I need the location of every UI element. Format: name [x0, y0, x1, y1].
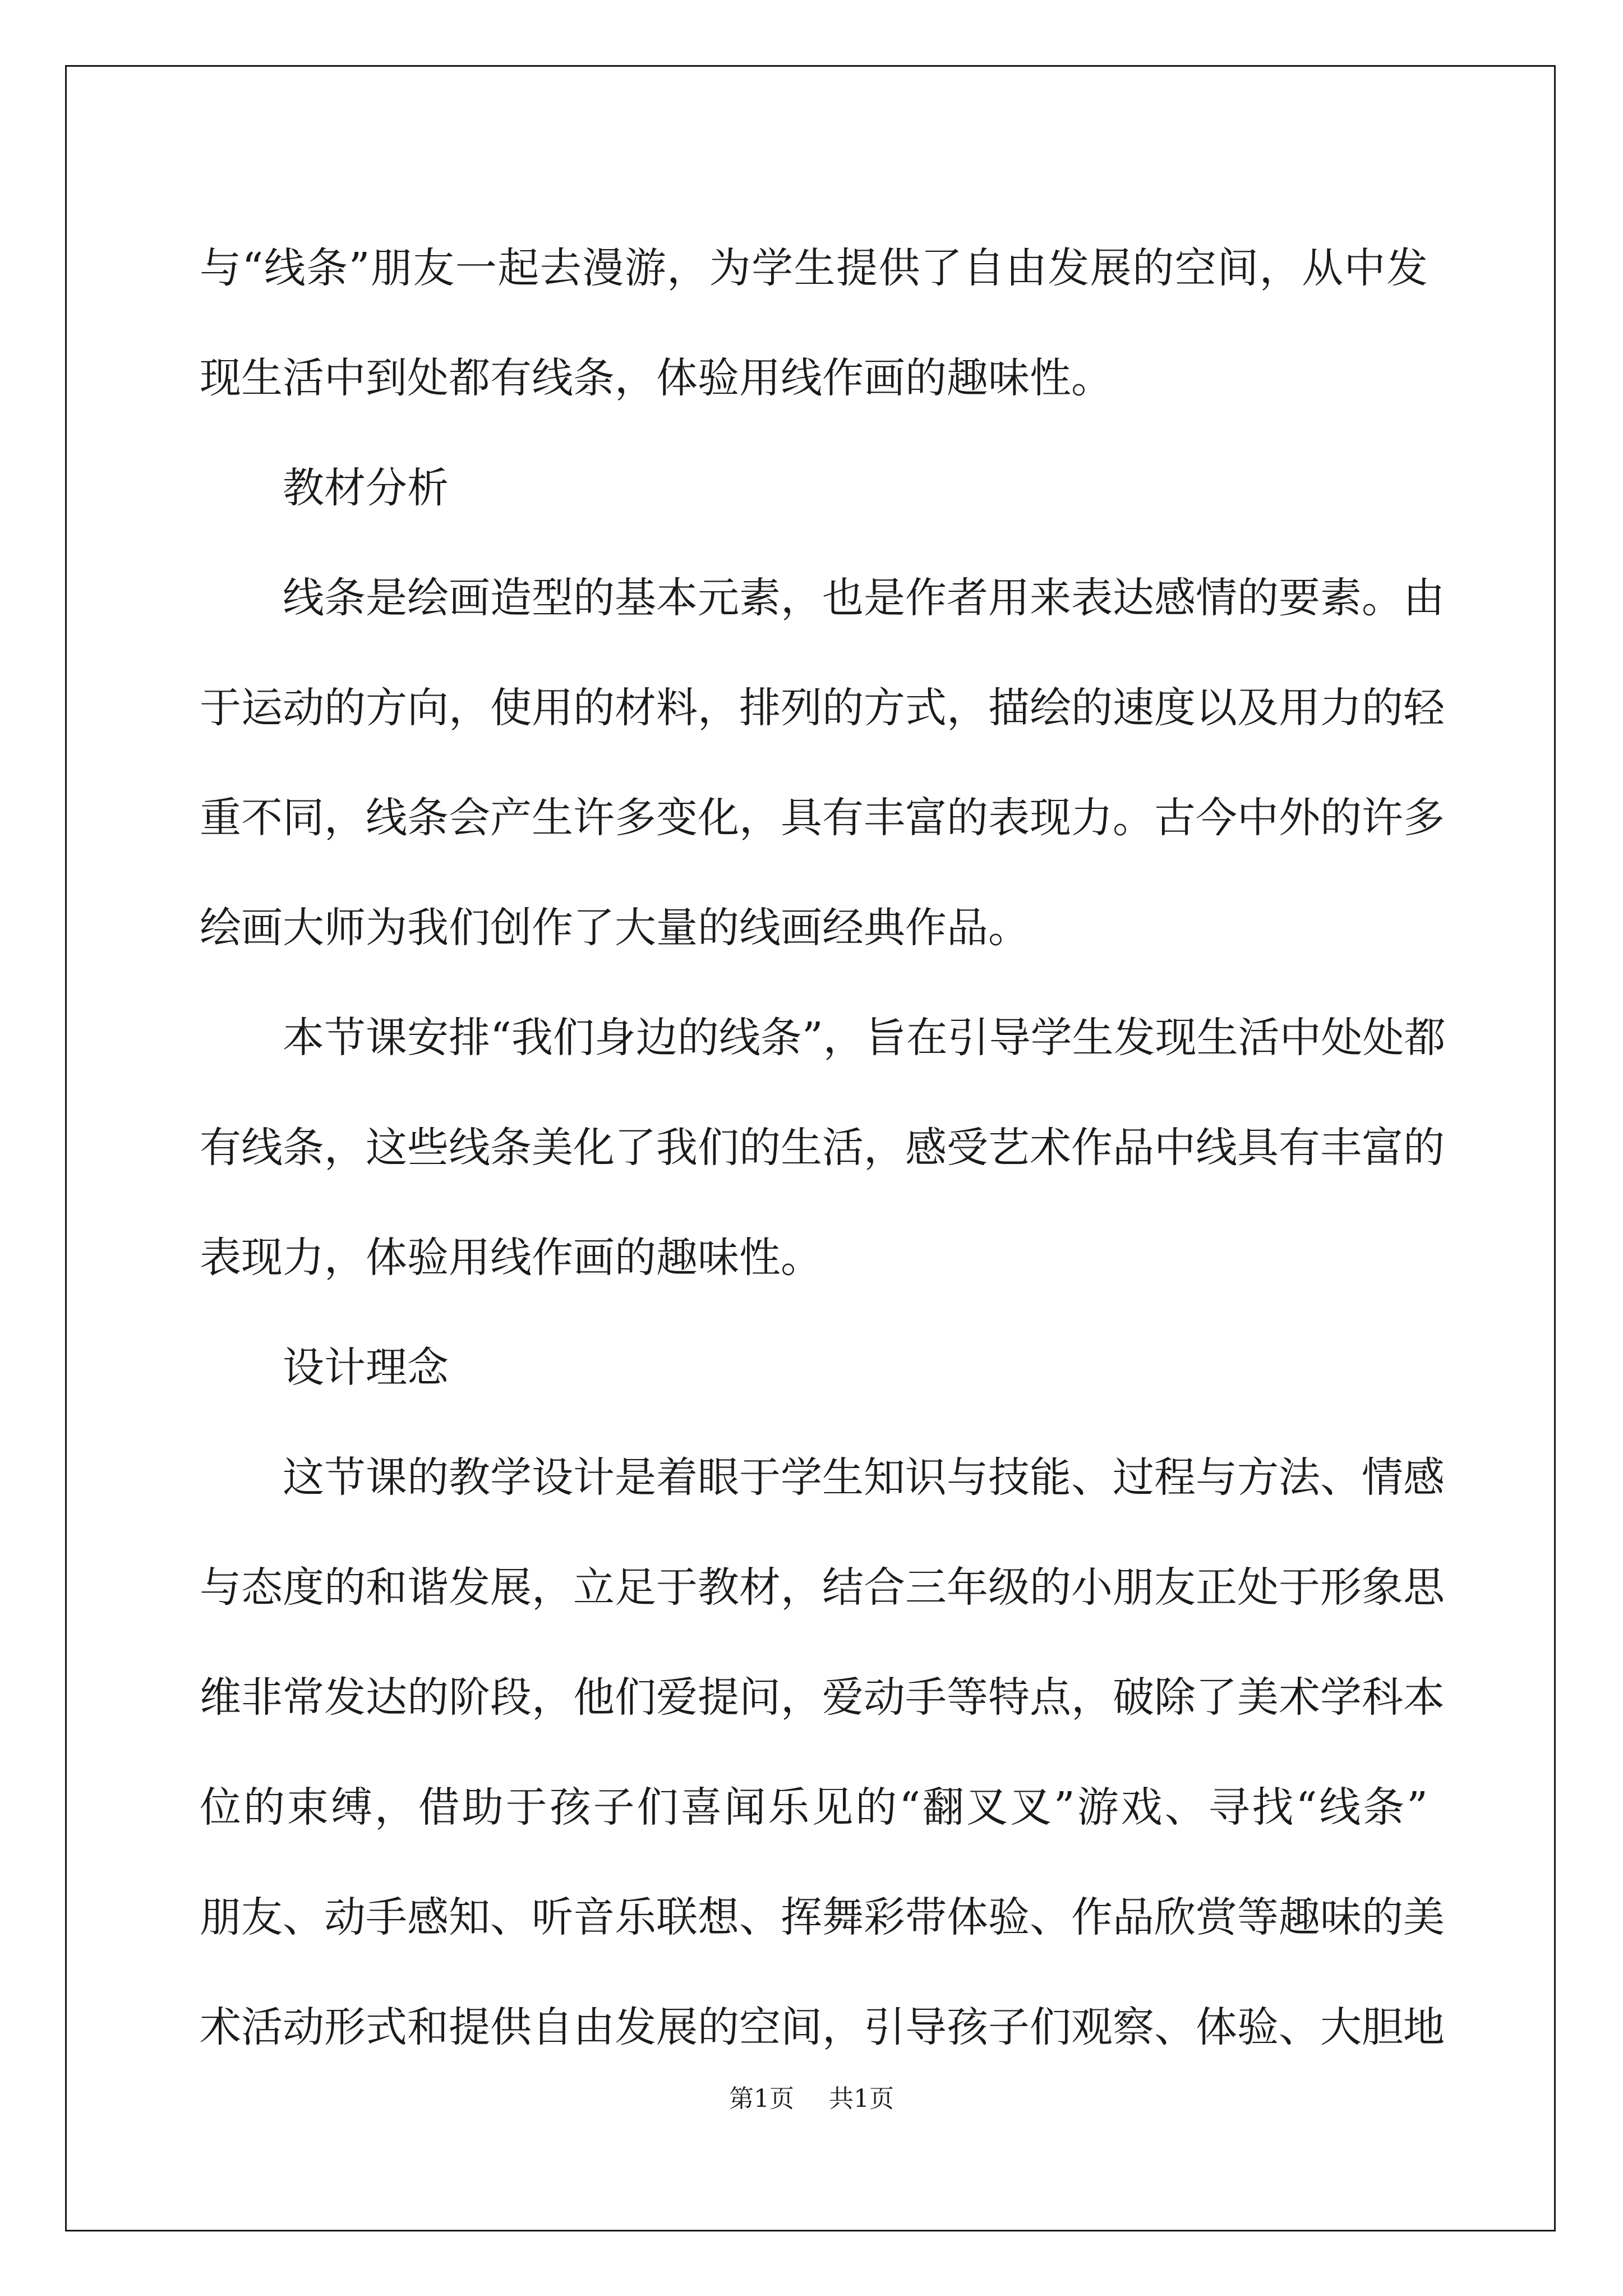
text-line: 绘画大师为我们创作了大量的线画经典作品。 [200, 904, 1030, 952]
section-heading [200, 433, 1428, 543]
page-number: 第1页 [729, 2085, 794, 2113]
paragraph [200, 543, 1445, 983]
text-line: 维非常发达的阶段，他们爱提问，爱动手等特点，破除了美术学科本 [200, 1673, 1445, 1722]
section-heading [200, 1313, 1428, 1423]
page-total: 共1页 [829, 2085, 894, 2113]
text-line: 表现力，体验用线作画的趣味性。 [200, 1234, 822, 1282]
paragraph [200, 1423, 1445, 2082]
text-line: 这节课的教学设计是着眼于学生知识与技能、过程与方法、情感 [283, 1453, 1445, 1502]
heading-line: 设计理念 [283, 1343, 449, 1392]
page-footer [0, 2078, 1623, 2114]
text-line: 有线条，这些线条美化了我们的生活，感受艺术作品中线具有丰富的 [200, 1124, 1445, 1172]
text-line: 朋友、动手感知、听音乐联想、挥舞彩带体验、作品欣赏等趣味的美 [200, 1893, 1445, 1941]
text-line: 线条是绘画造型的基本元素，也是作者用来表达感情的要素。由 [283, 574, 1445, 622]
text-line: 本节课安排“我们身边的线条”，旨在引导学生发现生活中处处都 [283, 1014, 1446, 1062]
paragraph [200, 983, 1446, 1313]
text-line: 位的束缚，借助于孩子们喜闻乐见的“翻叉叉”游戏、寻找“线条” [200, 1783, 1428, 1832]
text-line: 与“线条”朋友一起去漫游，为学生提供了自由发展的空间，从中发 [200, 244, 1428, 292]
text-line: 与态度的和谐发展，立足于教材，结合三年级的小朋友正处于形象思 [200, 1563, 1445, 1612]
document-body [200, 213, 1446, 2082]
text-line: 于运动的方向，使用的材料，排列的方式，描绘的速度以及用力的轻 [200, 684, 1445, 732]
paragraph [200, 213, 1428, 433]
text-line: 重不同，线条会产生许多变化，具有丰富的表现力。古今中外的许多 [200, 794, 1445, 842]
heading-line: 教材分析 [283, 464, 449, 512]
text-line: 术活动形式和提供自由发展的空间，引导孩子们观察、体验、大胆地 [200, 2003, 1445, 2051]
text-line: 现生活中到处都有线条，体验用线作画的趣味性。 [200, 354, 1113, 402]
